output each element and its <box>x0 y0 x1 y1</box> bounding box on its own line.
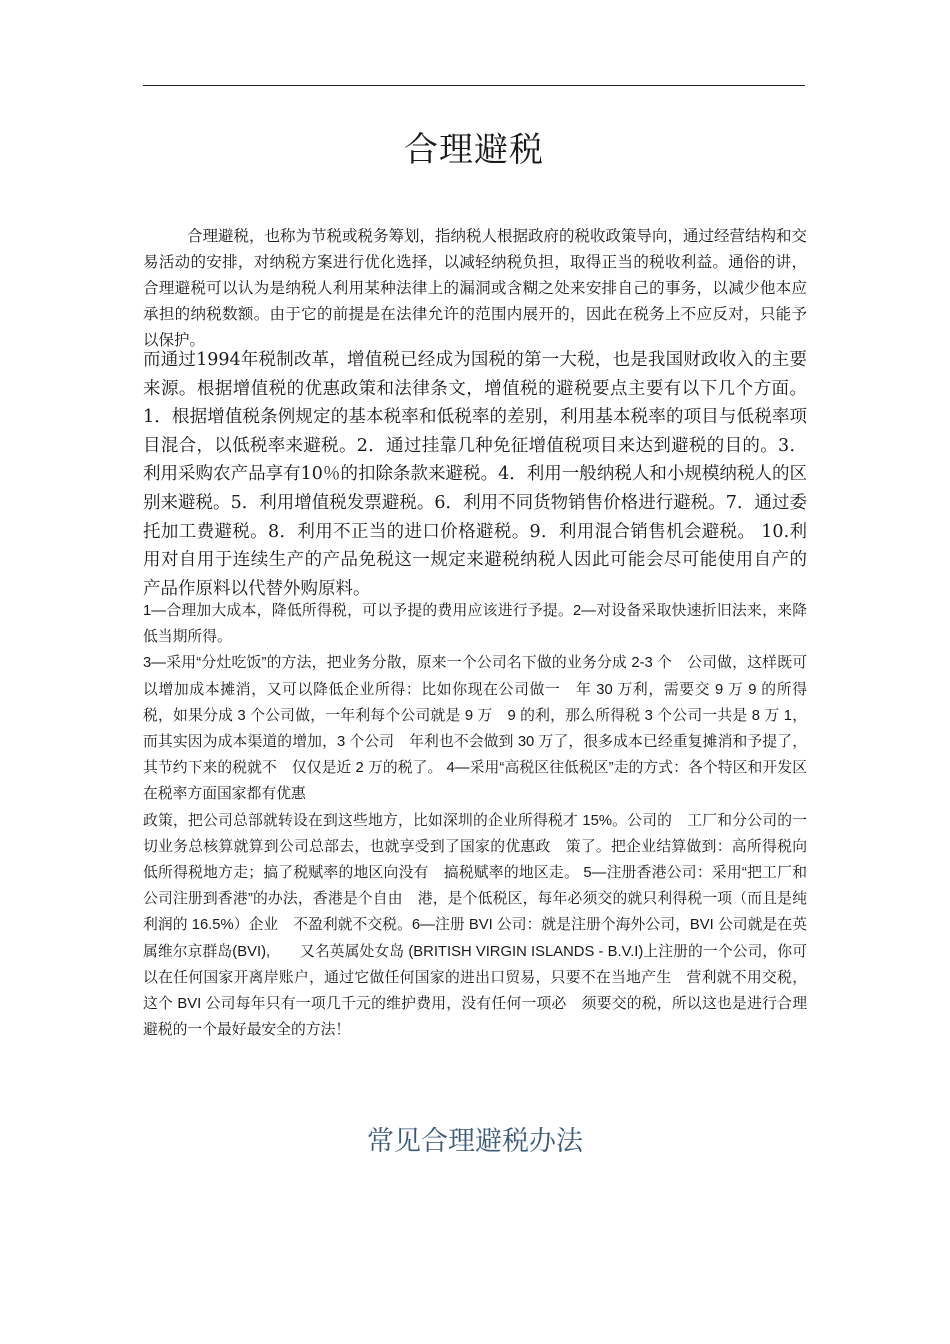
section-heading: 常见合理避税办法 <box>367 1126 583 1157</box>
page-title: 合理避税 <box>404 130 544 170</box>
intro-paragraph: 合理避税，也称为节税或税务筹划，指纳税人根据政府的税收政策导向，通过经营结构和交易活动的安排，对纳税方案进行优化选择，以减轻纳税负担，取得正当的税收利益。通俗的讲，合理避税可以认为是纳税人利用某种法律上的漏洞或含糊之处来安排自己的事务，以减少他本应承担的纳税数额。由于它的前提是在法律允许的范围内展开的，因此在税务上不应反对，只能予以保护。 <box>143 227 808 349</box>
methods-paragraph-2: 3—采用“分灶吃饭”的方法，把业务分散，原来一个公司名下做的业务分成 2-3 个 公司做，这样既可以增加成本摊消，又可以降低企业所得：比如你现在公司做一 年 30 万利，需要交 9 万 9 的所得税，如果分成 3 个公司做，一年利每个公司就是 9 万 9 的利，那么所得税 3 个公司一共是 8 万 1，而其实因为成本渠道的增加，3 个公司 年利也不会做到 30 万了，很多成本已经重复摊消和予提了，其节约下来的税就不 仅仅是近 2 万的税了。 4—采用“高税区往低税区”走的方式：各个特区和开发区在税率方面国家都有优惠 <box>143 655 807 803</box>
methods-paragraph-1: 1—合理加大成本，降低所得税，可以予提的费用应该进行予提。2—对设备采取快速折旧法来，来降低当期所得。 <box>143 603 807 646</box>
methods-paragraph-3: 政策，把公司总部就转设在到这些地方，比如深圳的企业所得税才 15%。公司的 工厂和分公司的一切业务总核算就算到公司总部去，也就享受到了国家的优惠政 策了。把企业结算做到：高所得税向低所得税地方走；搞了税赋率的地区向没有 搞税赋率的地区走。 5—注册香港公司：采用“把工厂和公司注册到香港”的办法，香港是个自由 港，是个低税区，每年必须交的就只利得税一项（而且是纯利润的 16.5%）企业 不盈利就不交税。6—注册 BVI 公司：就是注册个海外公司，BVI 公司就是在英属维尔京群岛(BVI), 又名英属处女岛 (BRITISH VIRGIN ISLANDS - B.V.I)上注册的一个公司，你可 以在任何国家开离岸账户，通过它做任何国家的进出口贸易，只要不在当地产生 营利就不用交税，这个 BVI 公司每年只有一项几千元的维护费用，没有任何一项必 须要交的税，所以这也是进行合理避税的一个最好最安全的方法！ <box>143 812 822 1039</box>
vat-paragraph: 而通过1994年税制改革，增值税已经成为国税的第一大税，也是我国财政收入的主要来源。根据增值税的优惠政策和法律条文，增值税的避税要点主要有以下几个方面。1．根据增值税条例规定的基本税率和低税率的差别，利用基本税率的项目与低税率项目混合，以低税率来避税。2．通过挂靠几种免征增值税项目来达到避税的目的。3．利用采购农产品享有10％的扣除条款来避税。4．利用一般纳税人和小规模纳税人的区别来避税。5．利用增值税发票避税。6．利用不同货物销售价格进行避税。7．通过委托加工费避税。8．利用不正当的进口价格避税。9．利用混合销售机会避税。 10.利用对自用于连续生产的产品免税这一规定来避税纳税人因此可能会尽可能使用自产的产品作原料以代替外购原料。 <box>143 350 807 599</box>
header-rule <box>143 85 805 86</box>
methods-block <box>143 598 822 1043</box>
